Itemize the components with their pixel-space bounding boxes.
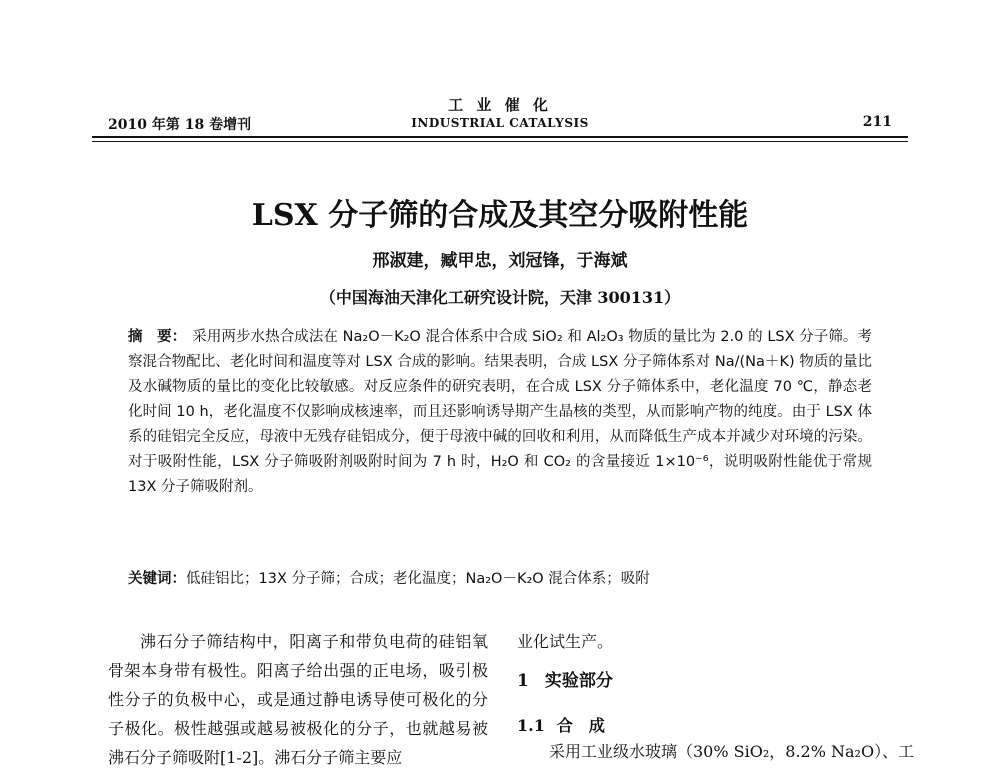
affiliation: （中国海油天津化工研究设计院，天津 300131） (319, 288, 681, 307)
body-column-left (108, 627, 488, 772)
subsection-number: 1.1 (517, 716, 545, 735)
section-heading-1 (517, 667, 613, 696)
abstract-label: 摘 要： (128, 329, 187, 345)
body-column-right (517, 627, 915, 761)
synthesis-paragraph: 采用工业级水玻璃（30% SiO₂，8.2% Na₂O）、工 (549, 742, 915, 761)
header-rule-thin (92, 141, 908, 142)
journal-issue: 2010 年第 18 卷增刊 (108, 117, 252, 133)
section-number: 1 (517, 671, 529, 691)
keywords-label: 关键词： (128, 571, 186, 587)
intro-paragraph: 沸石分子筛结构中，阳离子和带负电荷的硅铝氧骨架本身带有极性。阳离子给出强的正电场，吸引极性分子的负极中心，或是通过静电诱导使可极化的分子极化。极性越强或越易被极化的分子，也就越易被沸石分子筛吸附[1-2]。沸石分子筛主要应 (108, 632, 488, 767)
keywords-text: 低硅铝比；13X 分子筛；合成；老化温度；Na₂O－K₂O 混合体系；吸附 (186, 571, 650, 587)
keywords (128, 568, 872, 590)
section-title: 实验部分 (544, 671, 613, 691)
journal-header (380, 96, 620, 132)
journal-name-en: INDUSTRIAL CATALYSIS (411, 116, 589, 130)
page-number: 211 (862, 114, 892, 130)
abstract-text: 采用两步水热合成法在 Na₂O－K₂O 混合体系中合成 SiO₂ 和 Al₂O₃ 物质的量比为 2.0 的 LSX 分子筛。考察混合物配比、老化时间和温度等对 LSX 合成的影响。结果表明，合成 LSX 分子筛体系对 Na/(Na＋K) 物质的量比及水碱物质的量比的变化比较敏感。对反应条件的研究表明，在合成 LSX 分子筛体系中，老化温度 70 ℃，静态老化时间 10 h，老化温度不仅影响成核速率，而且还影响诱导期产生晶核的类型，从而影响产物的纯度。由于 LSX 体系的硅铝完全反应，母液中无残存硅铝成分，便于母液中碱的回收和利用，从而降低生产成本并减少对环境的污染。对于吸附性能，LSX 分子筛吸附剂吸附时间为 7 h 时，H₂O 和 CO₂ 的含量接近 1×10⁻⁶，说明吸附性能优于常规 13X 分子筛吸附剂。 (128, 329, 872, 495)
header-rule-thick (92, 136, 908, 138)
paper-title: LSX 分子筛的合成及其空分吸附性能 (251, 198, 749, 233)
authors: 邢淑建，臧甲忠，刘冠锋，于海斌 (372, 251, 628, 271)
subsection-heading-1-1 (517, 711, 605, 740)
journal-name-cn: 工 业 催 化 (448, 96, 552, 114)
continued-text: 业化试生产。 (517, 632, 614, 651)
abstract (128, 325, 872, 500)
subsection-title: 合 成 (556, 716, 605, 735)
